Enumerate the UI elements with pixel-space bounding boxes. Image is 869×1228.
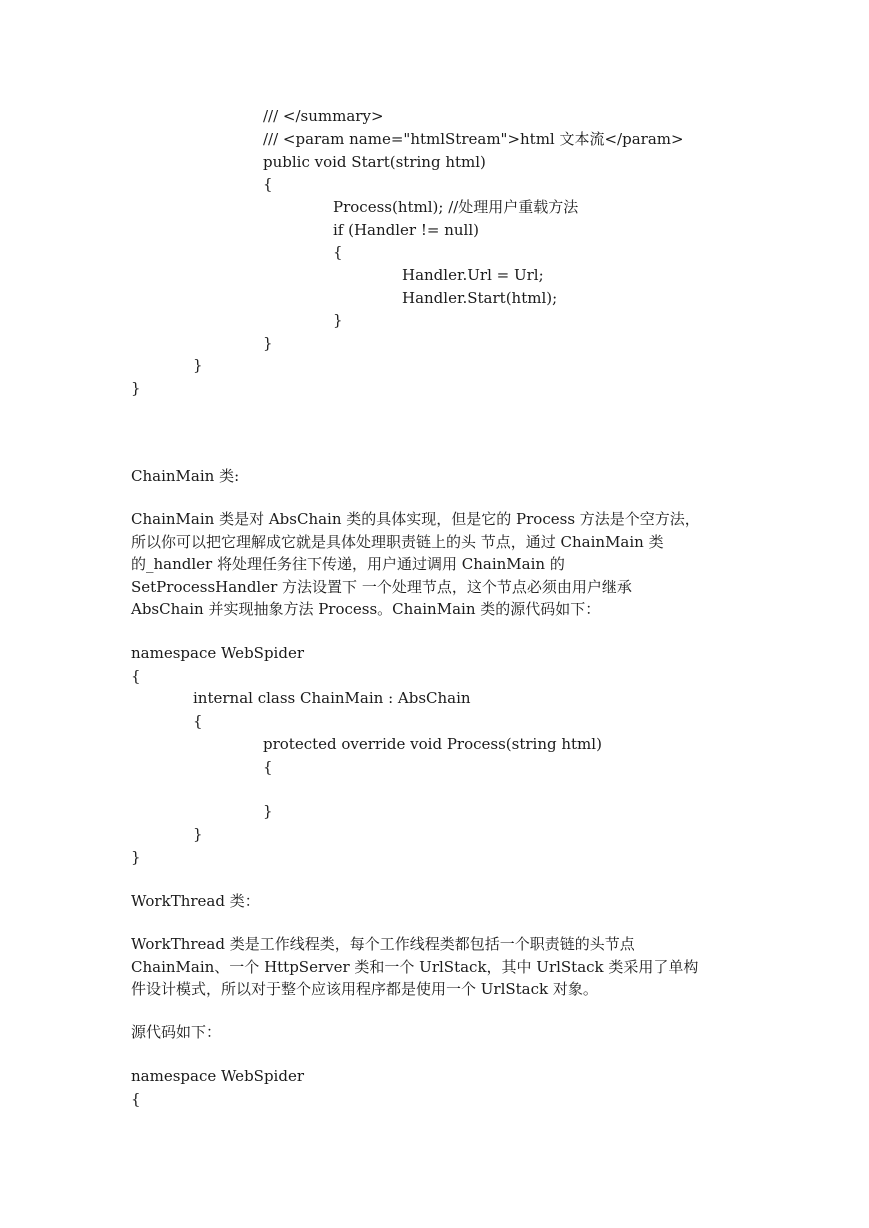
code-line: /// <param name="htmlStream">html 文本流</param> [263, 130, 684, 148]
code-line: { [131, 667, 141, 685]
paragraph-line: AbsChain 并实现抽象方法 Process。ChainMain 类的源代码如下： [131, 600, 601, 618]
paragraph-line: 的_handler 将处理任务往下传递，用户通过调用 ChainMain 的 [131, 555, 565, 573]
paragraph-line: ChainMain、一个 HttpServer 类和一个 UrlStack，其中 UrlStack 类采用了单构 [131, 957, 699, 976]
code-line: public void Start(string html) [263, 153, 486, 171]
workthread-description [131, 933, 741, 1001]
code-line: namespace WebSpider [131, 1067, 304, 1085]
paragraph-line: 件设计模式，所以对于整个应该用程序都是使用一个 UrlStack 对象。 [131, 980, 598, 998]
paragraph-line: SetProcessHandler 方法设置下 一个处理节点，这个节点必须由用户继承 [131, 577, 632, 596]
paragraph-line: WorkThread 类是工作线程类，每个工作线程类都包括一个职责链的头节点 [131, 935, 635, 953]
code-line: } [333, 311, 343, 329]
code-line: Handler.Start(html); [402, 289, 558, 307]
code-line: { [193, 712, 203, 730]
code-line: } [131, 379, 141, 397]
code-line: } [263, 802, 273, 820]
section-heading-chainmain: ChainMain 类: [131, 467, 240, 485]
code-line: { [333, 243, 343, 261]
code-line: { [263, 175, 273, 193]
code-line: } [131, 848, 141, 866]
section-heading-workthread: WorkThread 类： [131, 892, 260, 910]
code-line: } [263, 334, 273, 352]
code-line: { [263, 758, 273, 776]
paragraph-line: ChainMain 类是对 AbsChain 类的具体实现，但是它的 Process 方法是个空方法， [131, 510, 700, 528]
code-line: Handler.Url = Url; [402, 266, 544, 284]
chainmain-description [131, 508, 741, 621]
code-line: } [193, 825, 203, 843]
code-line: Process(html); //处理用户重载方法 [333, 198, 579, 216]
code-line: namespace WebSpider [131, 644, 304, 662]
code-line: } [193, 356, 203, 374]
code-line: protected override void Process(string html) [263, 735, 602, 753]
code-line: { [131, 1090, 141, 1108]
code-line: internal class ChainMain : AbsChain [193, 689, 471, 707]
paragraph-line: 所以你可以把它理解成它就是具体处理职责链上的头 节点，通过 ChainMain 类 [131, 532, 664, 551]
code-line: /// </summary> [263, 107, 384, 125]
code-line: if (Handler != null) [333, 221, 480, 239]
source-code-label: 源代码如下： [131, 1023, 222, 1041]
